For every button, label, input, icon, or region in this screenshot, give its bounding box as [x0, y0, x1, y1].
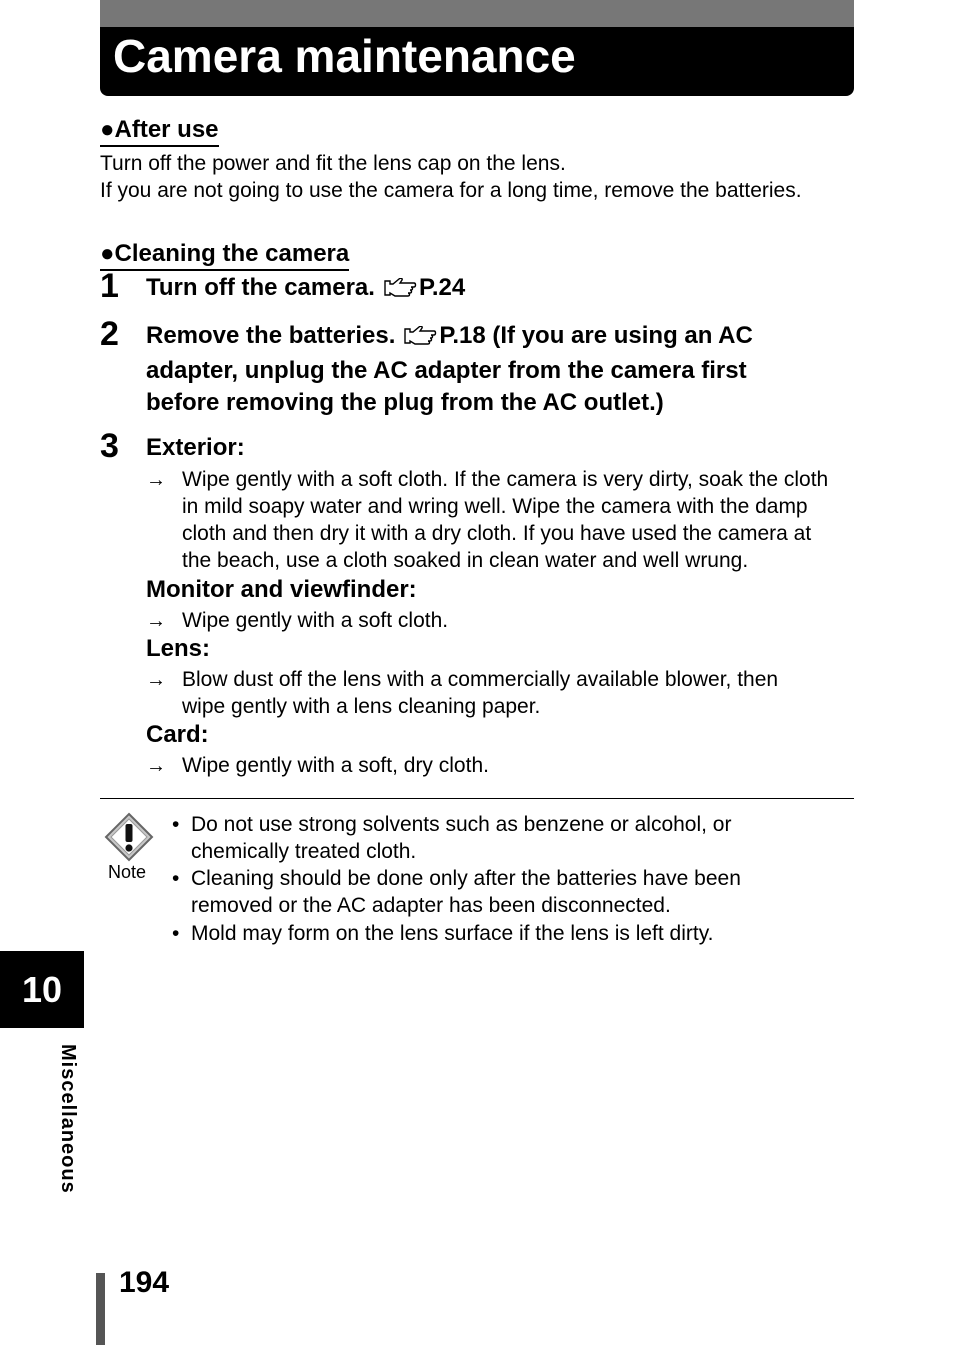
- step-2-number: 2: [100, 315, 119, 353]
- arrow-icon: →: [146, 755, 166, 777]
- exclamation-warning-icon: [104, 812, 154, 866]
- step-1-ref: P.24: [418, 274, 466, 301]
- title-top-strip: [100, 0, 854, 27]
- after-use-heading: ●After use: [100, 116, 219, 147]
- page-number: 194: [119, 1266, 170, 1299]
- exterior-line-1: Wipe gently with a soft cloth. If the camera is very dirty, soak the cloth: [182, 468, 829, 491]
- page-title: Camera maintenance: [113, 30, 576, 82]
- after-use-line-2: If you are not going to use the camera for a long time, remove the batteries.: [100, 179, 802, 202]
- lens-text: [182, 666, 854, 720]
- exterior-line-2: in mild soapy water and wring well. Wipe the camera with the damp: [182, 495, 808, 518]
- exterior-line-3: cloth and then dry it with a dry cloth. If you have used the camera at: [182, 522, 812, 545]
- note-item-1-line-2: chemically treated cloth.: [191, 840, 417, 863]
- step-1-label: Turn off the camera.: [146, 274, 375, 301]
- step-2-line-3: before removing the plug from the AC outlet.): [146, 389, 664, 416]
- step-2-ref: P.18: [439, 322, 486, 349]
- pointing-hand-icon: [403, 323, 437, 355]
- exterior-line-4: the beach, use a cloth soaked in clean water and well wrung.: [182, 549, 749, 572]
- after-use-line-1: Turn off the power and fit the lens cap on the lens.: [100, 152, 566, 175]
- lens-heading: Lens:: [146, 635, 211, 662]
- chapter-label: Miscellaneous: [57, 1044, 79, 1194]
- note-item-1: [191, 811, 851, 865]
- card-text: Wipe gently with a soft, dry cloth.: [182, 754, 489, 777]
- cleaning-heading: ●Cleaning the camera: [100, 240, 349, 271]
- step-3-number: 3: [100, 427, 119, 465]
- card-heading: Card:: [146, 721, 209, 748]
- arrow-icon: →: [146, 610, 166, 632]
- note-bullet: •: [172, 867, 180, 890]
- arrow-icon: →: [146, 669, 166, 691]
- divider: [100, 798, 854, 799]
- lens-line-2: wipe gently with a lens cleaning paper.: [182, 695, 541, 718]
- monitor-text: Wipe gently with a soft cloth.: [182, 609, 449, 632]
- note-item-3: Mold may form on the lens surface if the lens is left dirty.: [191, 922, 714, 945]
- exterior-text: [182, 466, 854, 574]
- monitor-heading: Monitor and viewfinder:: [146, 576, 417, 603]
- note-item-2: [191, 865, 851, 919]
- step-2-line-1: (If you are using an AC: [492, 322, 753, 349]
- note-bullet: •: [172, 813, 180, 836]
- lens-line-1: Blow dust off the lens with a commercially available blower, then: [182, 668, 779, 691]
- exterior-heading: Exterior:: [146, 434, 245, 461]
- arrow-icon: →: [146, 469, 166, 491]
- note-bullet: •: [172, 922, 180, 945]
- note-item-1-line-1: Do not use strong solvents such as benzene or alcohol, or: [191, 813, 732, 836]
- note-label: Note: [108, 862, 147, 882]
- pointing-hand-icon: [383, 275, 417, 307]
- step-2-label: Remove the batteries.: [146, 322, 396, 349]
- step-1-text: [146, 272, 846, 307]
- step-1-number: 1: [100, 267, 119, 305]
- step-2-line-2: adapter, unplug the AC adapter from the camera first: [146, 357, 747, 384]
- title-bar: [100, 0, 854, 96]
- step-2-text: [146, 320, 846, 419]
- chapter-tab: 10: [0, 951, 84, 1028]
- note-item-2-line-1: Cleaning should be done only after the batteries have been: [191, 867, 741, 890]
- note-item-2-line-2: removed or the AC adapter has been disconnected.: [191, 894, 671, 917]
- page-number-bar: [96, 1273, 105, 1345]
